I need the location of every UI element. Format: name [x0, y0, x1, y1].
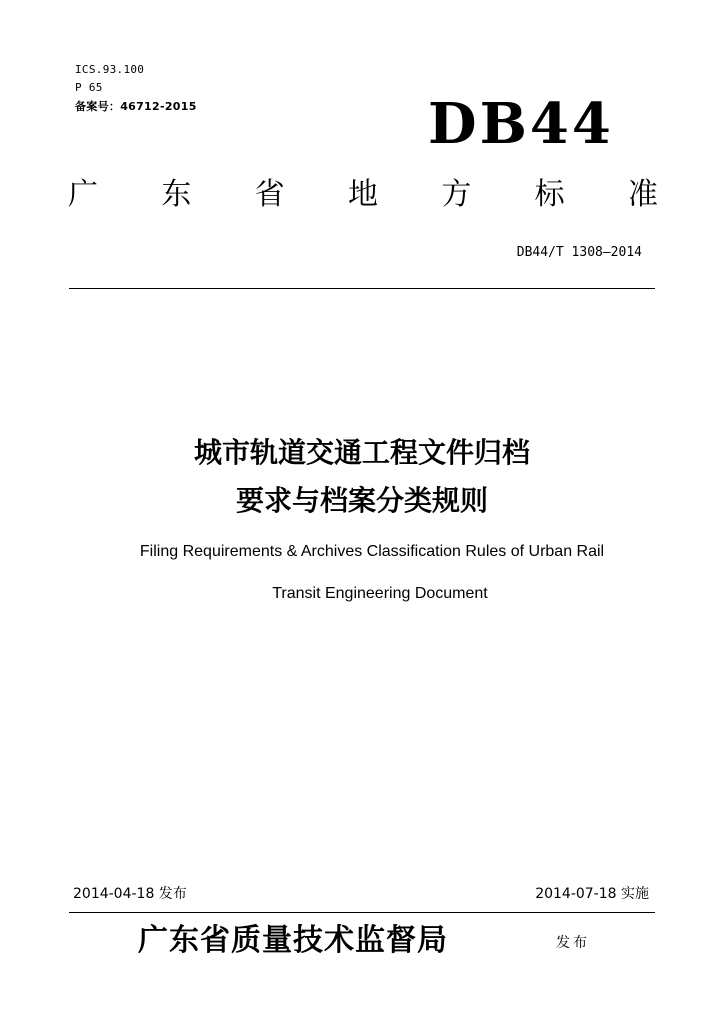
standard-logo: DB44: [428, 91, 614, 157]
publish-label: 发布: [556, 935, 590, 951]
standard-type-char: 准: [627, 177, 658, 212]
top-divider: [69, 288, 655, 289]
standard-type-char: 方: [441, 177, 472, 212]
english-title-line-2: Transit Engineering Document: [272, 585, 488, 602]
standard-type-char: 标: [534, 177, 565, 212]
english-title-line-1: Filing Requirements & Archives Classification Rules of Urban Rail: [139, 543, 605, 560]
issue-date: 2014-04-18 发布: [73, 886, 187, 902]
standard-type-char: 地: [347, 177, 378, 212]
filing-number: 备案号：46712-2015: [75, 100, 197, 113]
chinese-title-line-2: 要求与档案分类规则: [235, 484, 488, 517]
classification-code: P 65: [75, 81, 103, 94]
implementation-date: 2014-07-18 实施: [535, 886, 649, 902]
standard-type-heading: [68, 176, 658, 214]
chinese-title-line-1: 城市轨道交通工程文件归档: [193, 436, 530, 469]
standard-number: DB44/T 1308—2014: [516, 245, 642, 260]
standard-type-char: 省: [254, 177, 285, 212]
publisher-name: 广东省质量技术监督局: [138, 923, 448, 958]
bottom-divider: [69, 912, 655, 913]
standard-type-char: 广: [68, 177, 98, 212]
ics-code: ICS.93.100: [75, 63, 145, 76]
standard-type-char: 东: [161, 177, 192, 212]
